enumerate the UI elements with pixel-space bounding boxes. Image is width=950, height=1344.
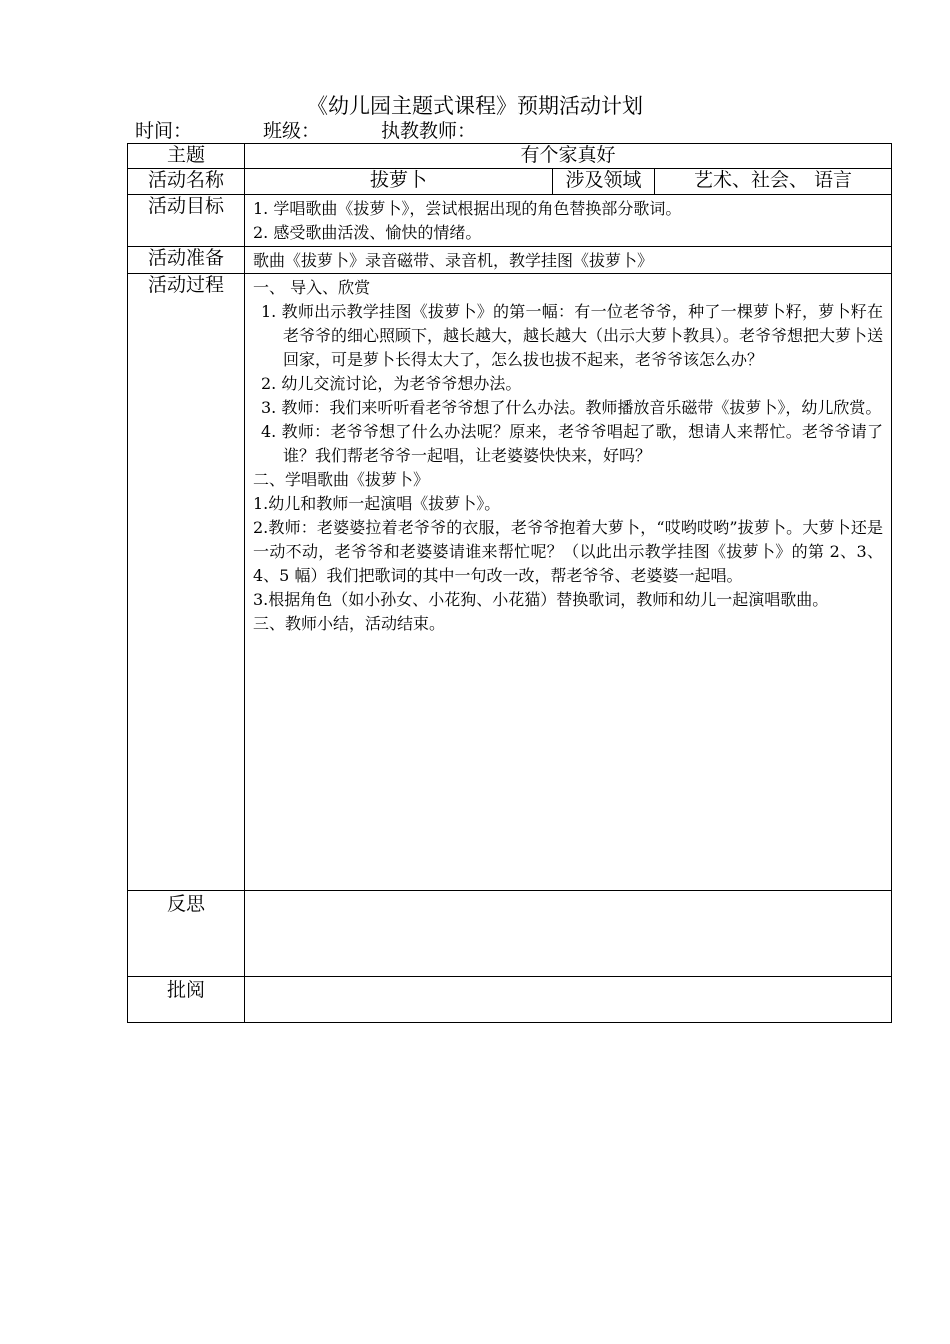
theme-value: 有个家真好	[245, 144, 892, 169]
process-step: 2.教师：老婆婆拉着老爷爷的衣服，老爷爷抱着大萝卜，“哎哟哎哟”拔萝卜。大萝卜还是一动不动，老爷爷和老婆婆请谁来帮忙呢？（以此出示教学挂图《拔萝卜》的第 2、3、4、5 幅）我们把歌词的其中一句改一改，帮老爷爷、老婆婆一起唱。	[253, 518, 884, 585]
process-step: 3. 教师：我们来听听看老爷爷想了什么办法。教师播放音乐磁带《拔萝卜》，幼儿欣赏。	[261, 398, 882, 417]
theme-row	[128, 144, 892, 169]
process-step: 1. 教师出示教学挂图《拔萝卜》的第一幅：有一位老爷爷，种了一棵萝卜籽，萝卜籽在老爷爷的细心照顾下，越长越大，越长越大（出示大萝卜教具）。老爷爷想把大萝卜送回家，可是萝卜长得太大了，怎么拔也拔不起来，老爷爷该怎么办？	[261, 302, 884, 369]
process-step: 4. 教师：老爷爷想了什么办法呢？原来，老爷爷唱起了歌，想请人来帮忙。老爷爷请了谁？我们帮老爷爷一起唱，让老婆婆快快来，好吗？	[261, 422, 884, 465]
process-row	[128, 274, 892, 891]
reflection-row	[128, 891, 892, 977]
document-title: 《幼儿园主题式课程》预期活动计划	[307, 94, 643, 118]
theme-label: 主题	[128, 144, 245, 169]
domain-label: 涉及领域	[553, 169, 655, 195]
name-label: 活动名称	[128, 169, 245, 195]
goal-item: 2. 感受歌曲活泼、愉快的情绪。	[253, 223, 482, 242]
process-content	[245, 274, 892, 891]
domain-value: 艺术、社会、 语言	[655, 169, 892, 195]
reflection-label: 反思	[128, 891, 245, 977]
review-value	[245, 977, 892, 1023]
goal-row	[128, 195, 892, 247]
prep-row	[128, 247, 892, 274]
process-step: 1.幼儿和教师一起演唱《拔萝卜》。	[253, 494, 501, 513]
teacher-label: 执教教师：	[381, 120, 477, 142]
prep-value: 歌曲《拔萝卜》录音磁带、录音机，教学挂图《拔萝卜》	[245, 247, 892, 274]
process-section-heading: 三、教师小结，活动结束。	[253, 614, 446, 633]
class-label: 班级：	[263, 120, 321, 142]
activity-plan-table	[127, 143, 892, 1023]
review-label: 批阅	[128, 977, 245, 1023]
goal-content	[245, 195, 892, 247]
process-label: 活动过程	[128, 274, 245, 891]
goal-item: 1. 学唱歌曲《拔萝卜》，尝试根据出现的角色替换部分歌词。	[253, 199, 682, 218]
meta-line	[135, 120, 476, 142]
name-row	[128, 169, 892, 195]
review-row	[128, 977, 892, 1023]
reflection-value	[245, 891, 892, 977]
prep-label: 活动准备	[128, 247, 245, 274]
process-section-heading: 二、学唱歌曲《拔萝卜》	[253, 470, 430, 489]
name-value: 拔萝卜	[245, 169, 553, 195]
process-step: 3.根据角色（如小孙女、小花狗、小花猫）替换歌词，教师和幼儿一起演唱歌曲。	[253, 590, 829, 609]
time-label: 时间：	[135, 120, 193, 142]
process-step: 2. 幼儿交流讨论，为老爷爷想办法。	[261, 374, 522, 393]
process-section-heading: 一、 导入、欣赏	[253, 278, 371, 297]
goal-label: 活动目标	[128, 195, 245, 247]
